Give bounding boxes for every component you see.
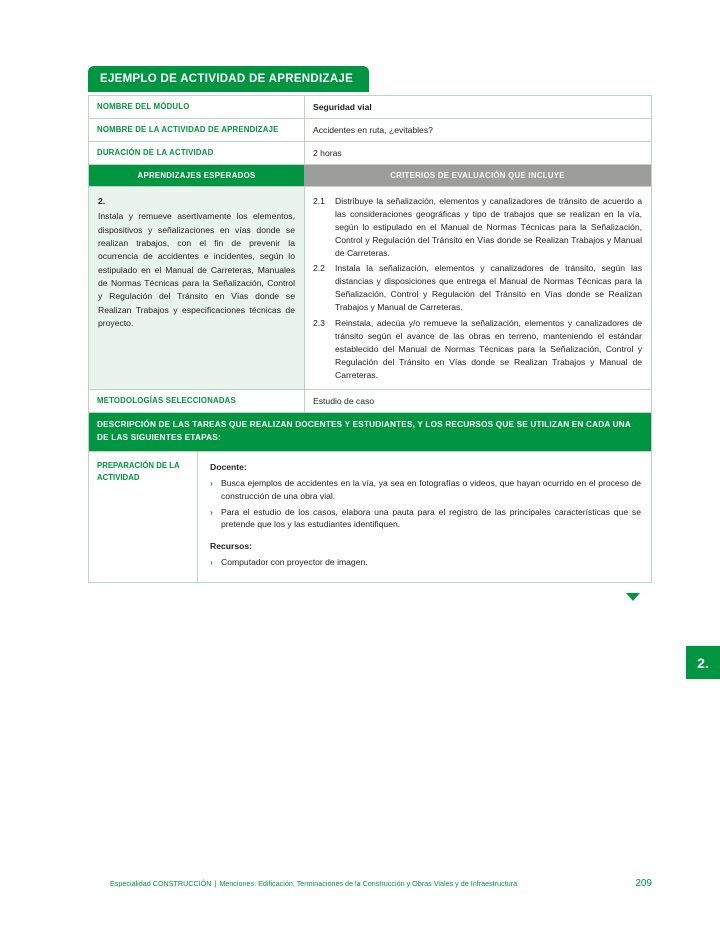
criterio-text: Distribuye la señalización, elementos y canalizadores de tránsito de acuerdo a las consideraciones geográficas y tipo de trabajos que se realizan en la vía, según lo estipulado en el Manual de Normas Técnicas para la Señalización, Control y Regulación del Tránsito en Vías donde se Realizan Trabajos y Manual de Carreteras. [335, 196, 642, 258]
page-footer [110, 878, 652, 889]
continuation-arrow-icon [626, 593, 640, 601]
row-label: METODOLOGÍAS SELECCIONADAS [97, 396, 236, 406]
aprendizaje-esperado-cell [89, 187, 304, 389]
docente-item [210, 477, 641, 503]
docente-heading: Docente: [210, 461, 247, 472]
criterio-item [313, 317, 642, 381]
criterios-header: CRITERIOS DE EVALUACIÓN QUE INCLUYE [304, 165, 651, 186]
row-label: NOMBRE DE LA ACTIVIDAD DE APRENDIZAJE [97, 125, 279, 134]
chevron-bullet-icon: › [210, 506, 213, 517]
content-row [89, 186, 651, 389]
chevron-bullet-icon: › [210, 557, 213, 568]
criterio-text: Instala la señalización, elementos y canalizadores de tránsito, según las distancias y disposiciones que entrega el Manual de Normas Técnicas para la Señalización, Control y Regulación del Tránsito en Vías donde se Realizan Trabajos y Manual de Carreteras. [335, 263, 642, 313]
footer-specialty: Especialidad CONSTRUCCIÓN [110, 879, 212, 888]
criterio-item [313, 195, 642, 259]
footer-mentions: Menciones: Edificación, Terminaciones de la Construcción y Obras Viales y de Infraestructura [219, 879, 518, 888]
row-value: Accidentes en ruta, ¿evitables? [304, 119, 651, 141]
criterios-cell [304, 187, 651, 389]
criterio-text: Reinstala, adecúa y/o remueve la señalización, elementos y canalizadores de tránsito según el avance de las obras en terreno, manteniendo el estándar establecido del Manual de Normas Técnicas para la Señalización, Control y Regulación del Tránsito en Vías donde se Realizan Trabajos y Manual de Carreteras. [335, 318, 642, 380]
table-row-nombre-modulo [89, 96, 651, 118]
footer-separator: | [214, 879, 217, 888]
row-value: Seguridad vial [304, 96, 651, 118]
aprendizaje-text: Instala y remueve asertivamente los elementos, dispositivos y señalizaciones en vías donde se realizan trabajos, con el fin de prevenir la ocurrencia de accidentes e incidentes, según lo estipulado en el Manual de Carreteras, Manuales de Normas Técnicas para la Señalización, Control y Regulación del Tránsito en Vías donde se Realizan Trabajos y especificaciones técnicas de proyecto. [98, 211, 295, 328]
criterio-number: 2.2 [313, 263, 325, 274]
footer-text [110, 879, 517, 888]
criterio-number: 2.3 [313, 318, 325, 329]
table-row-metodologias [89, 389, 651, 412]
section-tab: 2. [686, 646, 720, 679]
row-label: NOMBRE DEL MÓDULO [97, 102, 190, 111]
recurso-item [210, 556, 641, 569]
aprendizaje-number: 2. [98, 196, 106, 206]
preparacion-row [89, 451, 651, 582]
table-row-nombre-actividad [89, 118, 651, 141]
chevron-bullet-icon: › [210, 477, 213, 488]
row-label: DURACIÓN DE LA ACTIVIDAD [97, 148, 214, 157]
table-continuation [88, 583, 652, 606]
preparacion-label: PREPARACIÓN DE LA ACTIVIDAD [97, 460, 180, 482]
recurso-item-text: Computador con proyector de imagen. [221, 557, 368, 568]
column-header-row [89, 164, 651, 186]
title-banner [88, 66, 369, 92]
docente-item-text: Busca ejemplos de accidentes en la vía, ya sea en fotografías o videos, que hayan ocurrido en el proceso de construcción de una obra vial. [221, 477, 641, 501]
criterio-item [313, 262, 642, 314]
row-value: Estudio de caso [304, 390, 651, 412]
docente-item [210, 506, 641, 532]
row-value: 2 horas [304, 142, 651, 164]
activity-table [88, 95, 652, 583]
description-banner: DESCRIPCIÓN DE LAS TAREAS QUE REALIZAN DOCENTES Y ESTUDIANTES, Y LOS RECURSOS QUE SE UTILIZAN EN CADA UNA DE LAS SIGUIENTES ETAPAS: [89, 412, 651, 450]
preparacion-content [197, 452, 651, 582]
docente-item-text: Para el estudio de los casos, elabora una pauta para el registro de las principales características que se pretende que los y las estudiantes identifiquen. [221, 506, 641, 530]
recursos-heading: Recursos: [210, 541, 253, 552]
title-banner-text: EJEMPLO DE ACTIVIDAD DE APRENDIZAJE [100, 73, 354, 85]
criterio-number: 2.1 [313, 196, 325, 206]
page-number: 209 [635, 878, 652, 889]
activity-example-document [88, 66, 652, 606]
aprendizajes-header: APRENDIZAJES ESPERADOS [89, 165, 304, 186]
table-row-duracion [89, 141, 651, 164]
